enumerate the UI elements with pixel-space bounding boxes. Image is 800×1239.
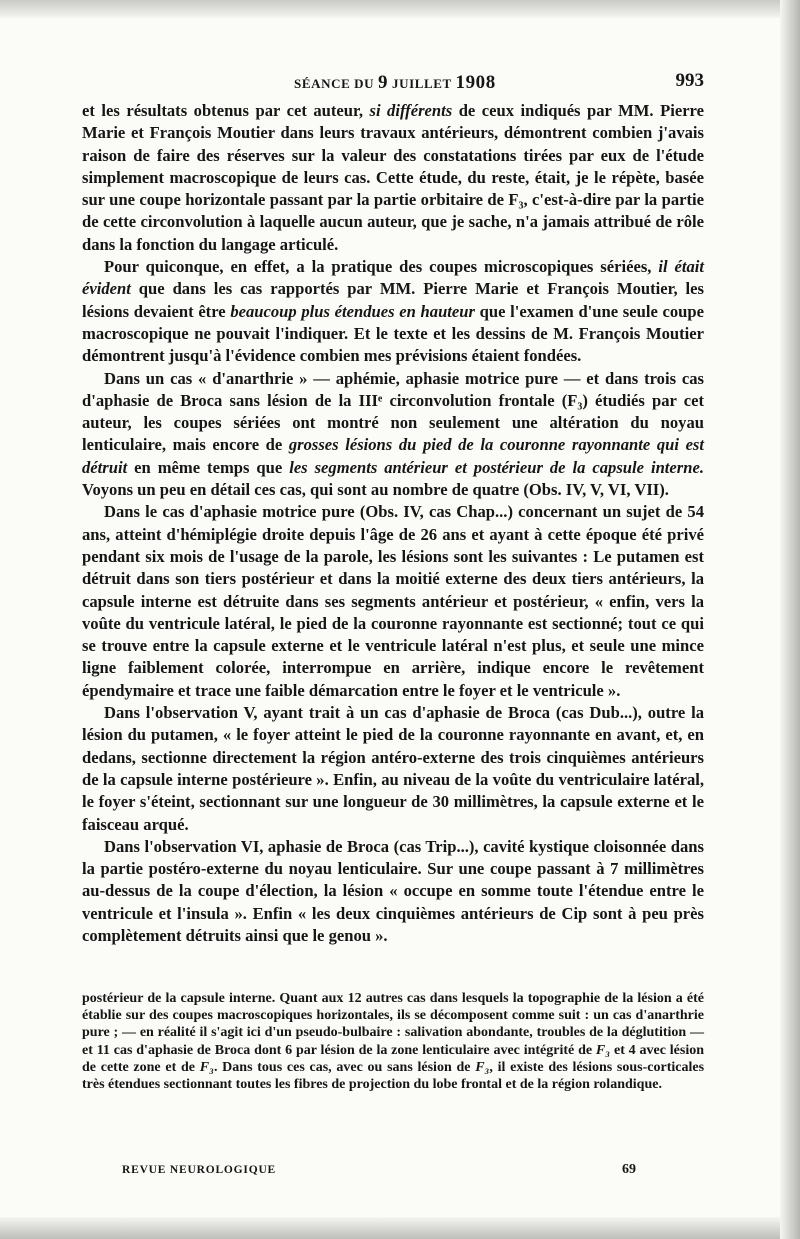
italic-text: grosses lésions du pied de la couronne rayonnante qui est détruit	[82, 435, 704, 477]
text-run: postérieur de la capsule interne. Quant aux 12 autres cas dans lesquels la topographie de la lésion a été établie sur des coupes macroscopiques horizontales, ils se décomposent comme suit : un cas d'anarthrie pure ; — en réalité il s'agit ici d'un pseudo-bulbaire : salivation abondante, troubles de la déglutition — et 11 cas d'aphasie de Broca dont 6 par lésion de la zone lenticulaire avec intégrité de	[82, 991, 704, 1058]
running-head-month: JUILLET	[392, 76, 452, 91]
scan-edge-top	[0, 0, 800, 18]
paragraph	[82, 702, 704, 836]
paragraph	[82, 256, 704, 367]
scan-edge-bottom	[0, 1217, 800, 1239]
paragraph	[82, 100, 704, 256]
text-run: que dans les cas rapportés par MM. Pierre Marie et François Moutier, les lésions devaient être	[82, 279, 704, 321]
italic-text: les segments antérieur et postérieur de la capsule interne.	[289, 457, 704, 477]
footnote	[82, 990, 704, 1093]
paragraph	[82, 368, 704, 502]
text-run: , il existe des lésions sous-corticales très étendues sectionnant toutes les fibres de projection du lobe frontal et de la région rolandique.	[82, 1059, 705, 1093]
text-run: de ceux indiqués par MM. Pierre Marie et François Moutier dans leurs travaux antérieurs, démontrent combien j'avais raison de faire des réserves sur la valeur des constatations tirées par eux de l'étude simplement macroscopique de leurs cas. Cette étude, du reste, était, je le répète, basée sur une coupe horizontale passant par la partie orbitaire de F₃, c'est-à-dire par la partie de cette circonvolution à laquelle aucun auteur, que je sache, n'a jamais attribué de rôle dans la fonction du langage articulé.	[82, 101, 704, 254]
running-head	[294, 72, 496, 94]
text-run: et 4 avec lésion de cette zone et de	[82, 1042, 705, 1075]
italic-text: F₃	[199, 1059, 214, 1075]
running-head-prefix: SÉANCE DU	[294, 76, 375, 91]
italic-text: beaucoup plus étendues en hauteur	[230, 301, 475, 321]
journal-name: REVUE NEUROLOGIQUE	[122, 1164, 277, 1176]
italic-text: F₃	[475, 1059, 490, 1075]
paragraph	[82, 501, 704, 702]
text-run: Dans l'observation VI, aphasie de Broca (cas Trip...), cavité kystique cloisonnée dans la partie postéro-externe du noyau lenticulaire. Sur une coupe passant à 7 millimètres au-dessus de la coupe d'élection, la lésion « occupe en somme toute l'étendue entre le ventricule et l'insula ». Enfin « les deux cinquièmes antérieurs de Cip sont à peu près complètement détruits ainsi que le genou ».	[82, 836, 704, 945]
signature-mark: 69	[622, 1162, 636, 1177]
footnote-text	[82, 990, 704, 1093]
italic-text: si différents	[369, 101, 453, 120]
text-run: . Dans tous ces cas, avec ou sans lésion de	[213, 1059, 476, 1075]
text-run: en même temps que	[127, 457, 290, 477]
text-run: Dans le cas d'aphasie motrice pure (Obs. IV, cas Chap...) concernant un sujet de 54 ans, atteint d'hémiplégie droite depuis l'âge de 26 ans et ayant à cette époque été privé pendant six mois de l'usage de la parole, les lésions sont les suivantes : Le putamen est détruit dans son tiers postérieur et dans la moitié externe des deux tiers antérieurs, la capsule interne est détruite dans ses segments antérieur et postérieur, « enfin, vers la voûte du ventricule latéral, le pied de la couronne rayonnante est sectionné; tout ce qui se trouve entre la capsule externe et le ventricule latéral n'est plus, et seule une mince ligne faiblement colorée, interrompue en arrière, indique encore le revêtement épendymaire et trace une faible démarcation entre le foyer et le ventricule ».	[82, 502, 704, 700]
italic-text: il était évident	[82, 257, 704, 299]
italic-text: F₃	[595, 1042, 611, 1058]
text-run: Dans l'observation V, ayant trait à un cas d'aphasie de Broca (cas Dub...), outre la lésion du putamen, « le foyer atteint le pied de la couronne rayonnante en avant, et, en dedans, sectionne directement la région antéro-externe des trois cinquièmes antérieurs de la capsule interne postérieure ». Enfin, au niveau de la voûte du ventriculaire latéral, le foyer s'éteint, sectionnant sur une longueur de 30 millimètres, la capsule externe et le faisceau arqué.	[82, 703, 704, 834]
scan-edge-right	[780, 0, 800, 1239]
text-run: Voyons un peu en détail ces cas, qui sont au nombre de quatre (Obs. IV, V, VI, VII).	[82, 480, 669, 500]
text-run: Pour quiconque, en effet, a la pratique des coupes microscopiques sériées,	[104, 257, 659, 277]
main-text	[82, 100, 704, 947]
page-footer	[82, 1164, 704, 1184]
text-run: et les résultats obtenus par cet auteur,	[82, 101, 370, 120]
running-head-year: 1908	[455, 72, 496, 93]
text-run: Dans un cas « d'anarthrie » — aphémie, aphasie motrice pure — et dans trois cas d'aphasie de Broca sans lésion de la IIIᵉ circonvolution frontale (F₃) étudiés par cet auteur, les coupes sériées ont montré non seulement une altération du noyau lenticulaire, mais encore de	[82, 368, 704, 455]
text-run: que l'examen d'une seule coupe macroscopique ne pouvait l'indiquer. Et le texte et les dessins de M. François Moutier démontrent jusqu'à l'évidence combien mes prévisions étaient fondées.	[82, 301, 704, 366]
paragraph	[82, 836, 704, 947]
page-header	[82, 70, 704, 94]
running-head-day: 9	[378, 72, 389, 93]
page-number: 993	[675, 70, 704, 91]
